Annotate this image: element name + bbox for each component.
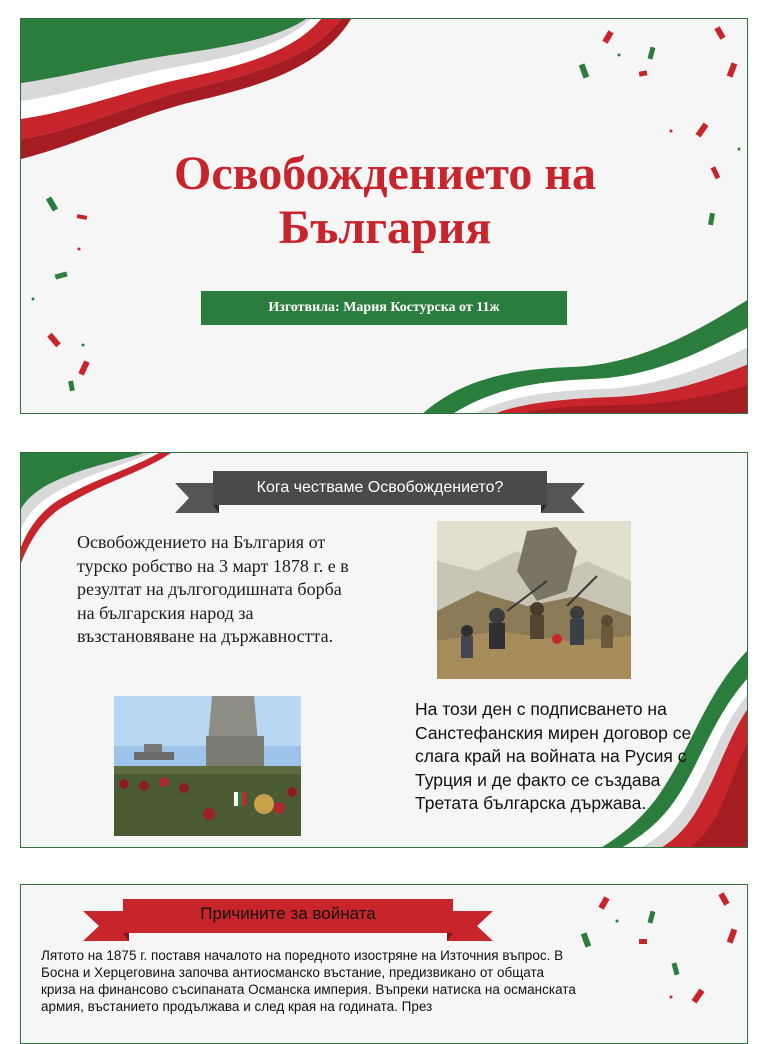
author-label: Изготвила: Мария Костурска от 11ж <box>268 300 500 315</box>
paragraph-treaty: На този ден с подписването на Санстефанския мирен договор се слага край на войната на Русия с Турция и де факто се създава Третата българска държава. <box>415 699 692 813</box>
battle-painting <box>437 521 631 679</box>
monument-photo <box>114 696 301 836</box>
section-heading <box>213 471 547 505</box>
content-slide-causes <box>20 884 748 1044</box>
section-heading-label: Причините за войната <box>200 904 376 923</box>
section-heading <box>123 899 453 929</box>
monument-photo-image <box>114 696 301 836</box>
section-heading-label: Кога честваме Освобождението? <box>256 479 504 496</box>
title-slide <box>20 18 748 414</box>
paragraph-causes: Лятото на 1875 г. поставя началото на поредното изостряне на Източния въпрос. В Босна и Херцеговина започва антиосманско въстание, предизвикано от общата криза на финансово съсипаната Османска империя. Въпреки натиска на османската армия, въстанието продължава и след края на годината. През <box>41 948 576 1014</box>
paragraph-date: Освобождението на България от турско робство на 3 март 1878 г. е в резултат на дългогодишната борба на българския народ за възстановяване на държавността. <box>77 532 349 646</box>
author-banner <box>201 291 567 325</box>
title-line-1: Освобождението на <box>173 147 596 200</box>
page-title <box>21 147 748 255</box>
content-slide-when <box>20 452 748 848</box>
battle-painting-image <box>437 521 631 679</box>
confetti-decoration <box>561 885 748 1044</box>
title-line-2: България <box>278 201 492 254</box>
